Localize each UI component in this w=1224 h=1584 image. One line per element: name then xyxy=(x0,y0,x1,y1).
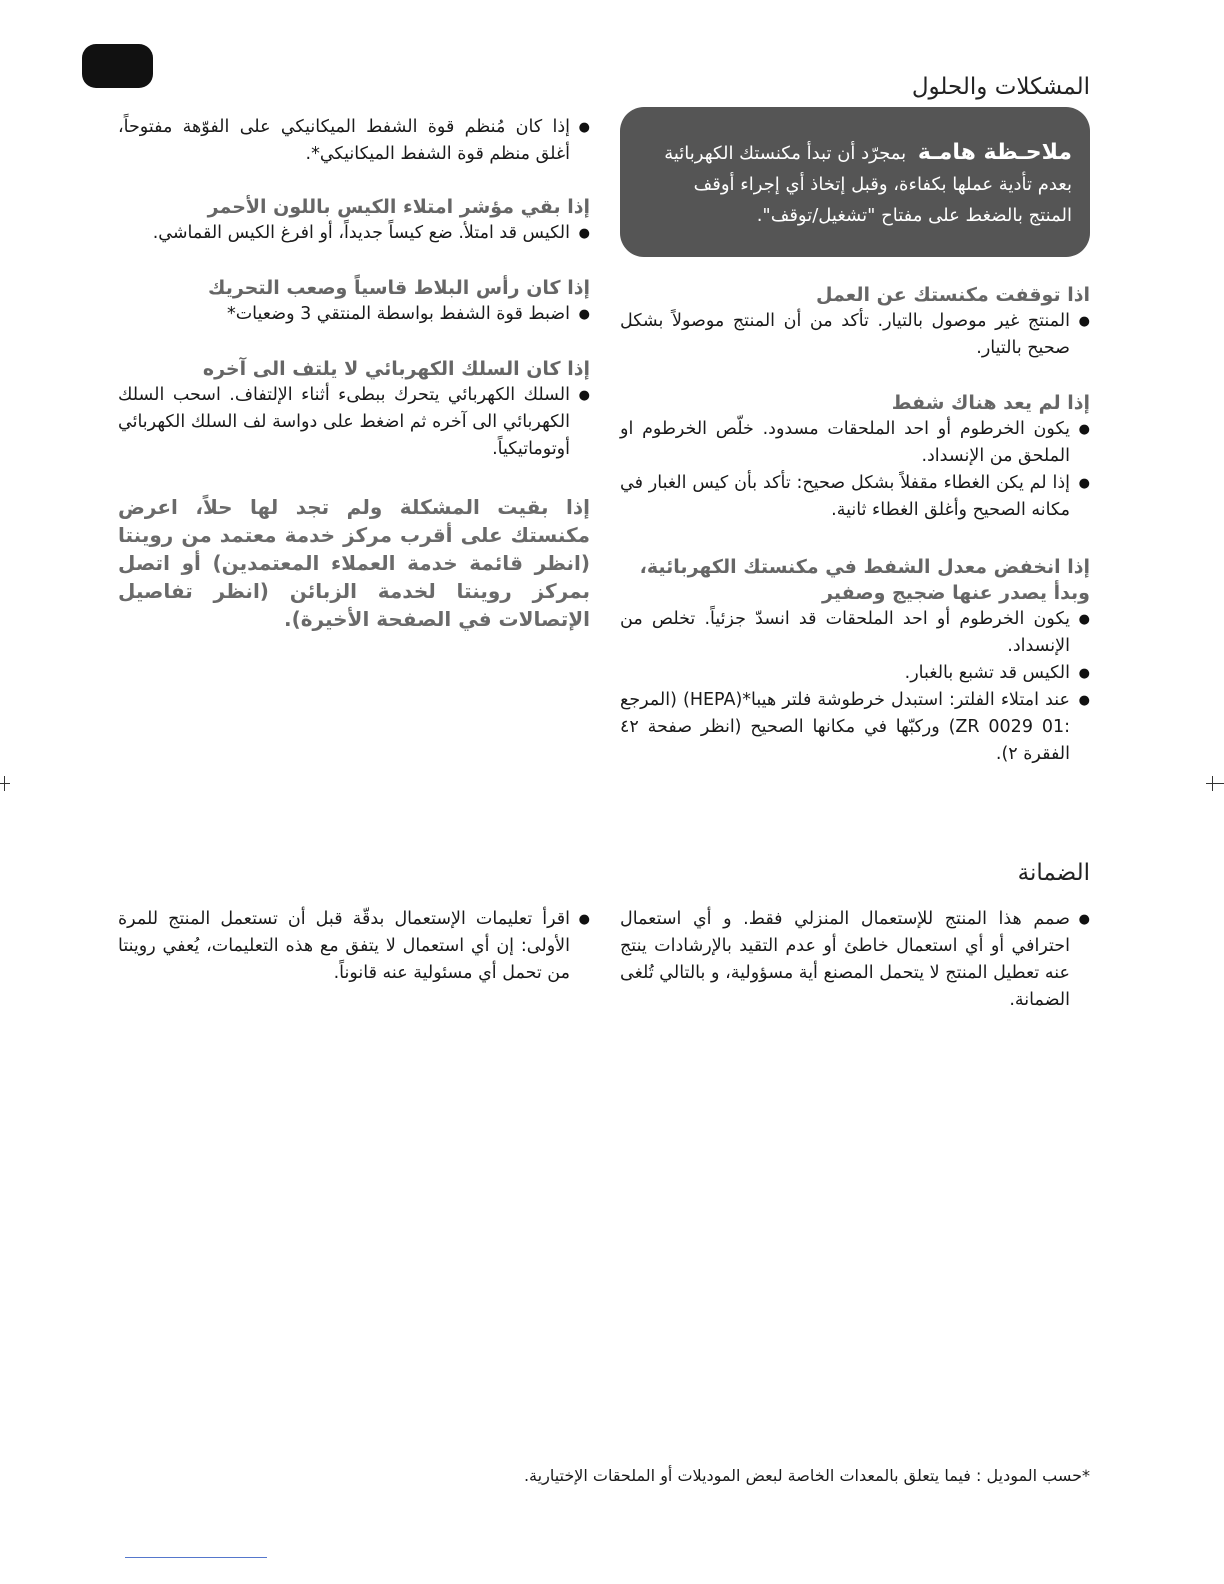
warranty-title: الضمانة xyxy=(1017,860,1090,886)
section-heading: إذا بقي مؤشر امتلاء الكيس باللون الأحمر xyxy=(207,196,590,218)
section-nozzle-regulator xyxy=(118,114,590,168)
section-reduced-suction xyxy=(620,554,1090,768)
section-floor-head xyxy=(118,275,590,328)
list-item: ● الكيس قد امتلأ. ضع كيساً جديداً، أو افرغ الكيس القماشي. xyxy=(118,220,590,247)
section-no-suction xyxy=(620,390,1090,524)
warranty-right xyxy=(620,906,1090,1014)
list-item: ● عند امتلاء الفلتر: استبدل خرطوشة فلتر هيبا*(HEPA) (المرجع :ZR 0029 01) وركبّها في مكانها الصحيح (انظر صفحة ٤٢ الفقرة ٢). xyxy=(620,687,1090,768)
list-item: ● إذا لم يكن الغطاء مقفلاً بشكل صحيح: تأكد بأن كيس الغبار في مكانه الصحيح وأغلق الغطاء ثانية. xyxy=(620,470,1090,524)
right-column xyxy=(620,282,1090,768)
crop-mark-right xyxy=(1206,783,1224,784)
list-item: ● صمم هذا المنتج للإستعمال المنزلي فقط. و أي استعمال احترافي أو أي استعمال خاطئ أو عدم التقيد بالإرشادات ينتج عنه تعطيل المنتج لا يتحمل المصنع أية مسؤولية، و بالتالي تُلغى الضمانة. xyxy=(620,906,1090,1014)
section-heading: إذا لم يعد هناك شفط xyxy=(891,392,1090,414)
list-item: ● إذا كان مُنظم قوة الشفط الميكانيكي على الفوّهة مفتوحاً، أغلق منظم قوة الشفط الميكانيكي*. xyxy=(118,114,590,168)
list-item: ● السلك الكهربائي يتحرك ببطىء أثناء الإلتفاف. اسحب السلك الكهربائي الى آخره ثم اضغط على دواسة لف السلك الكهربائي أوتوماتيكياً. xyxy=(118,382,590,463)
section-heading: إذا كان رأس البلاط قاسياً وصعب التحريك xyxy=(208,277,590,299)
page-number-tab xyxy=(82,44,153,88)
section-heading: إذا كان السلك الكهربائي لا يلتف الى آخره xyxy=(202,358,590,380)
section-bag-indicator xyxy=(118,194,590,247)
list-item: ● الكيس قد تشبع بالغبار. xyxy=(620,660,1090,687)
note-text: بمجرّد أن تبدأ مكنستك الكهربائية بعدم تأدية عملها بكفاءة، وقبل إتخاذ أي إجراء أوقف المنتج بالضغط على مفتاح "تشغيل/توقف". xyxy=(664,143,1072,226)
crop-mark-left xyxy=(0,783,10,784)
list-item: ● المنتج غير موصول بالتيار. تأكد من أن المنتج موصولاً بشكل صحيح بالتيار. xyxy=(620,308,1090,362)
model-footnote: *حسب الموديل : فيما يتعلق بالمعدات الخاصة لبعض الموديلات أو الملحقات الإختيارية. xyxy=(523,1466,1090,1485)
divider xyxy=(125,1557,267,1558)
section-vacuum-stopped xyxy=(620,282,1090,362)
list-item: ● اضبط قوة الشفط بواسطة المنتقي 3 وضعيات* xyxy=(118,301,590,328)
section-cord-rewind xyxy=(118,356,590,463)
warranty-left xyxy=(118,906,590,987)
list-item: ● يكون الخرطوم أو احد الملحقات مسدود. خلّص الخرطوم او الملحق من الإنسداد. xyxy=(620,416,1090,470)
crop-mark-right-v xyxy=(1212,776,1213,791)
list-item: ● يكون الخرطوم أو احد الملحقات قد انسدّ جزئياً. تخلص من الإنسداد. xyxy=(620,606,1090,660)
important-note-box xyxy=(620,107,1090,257)
section-heading: اذا توقفت مكنستك عن العمل xyxy=(815,284,1090,306)
crop-mark-left-v xyxy=(4,776,5,791)
note-label: ملاحـظة هامـة xyxy=(917,140,1072,165)
section-heading: إذا انخفض معدل الشفط في مكنستك الكهربائية، وبدأ يصدر عنها ضجيج وصفير xyxy=(639,556,1090,604)
troubleshooting-title: المشكلات والحلول xyxy=(911,74,1090,100)
closing-service-text: إذا بقيت المشكلة ولم تجد لها حلاً، اعرض مكنستك على أقرب مركز خدمة معتمد من روينتا (انظر قائمة خدمة العملاء المعتمدين) أو اتصل بمركز روينتا لخدمة الزبائن (انظر تفاصيل الإتصالات في الصفحة الأخيرة). xyxy=(118,495,590,631)
left-column xyxy=(118,114,590,633)
list-item: ● اقرأ تعليمات الإستعمال بدقّة قبل أن تستعمل المنتج للمرة الأولى: إن أي استعمال لا يتفق مع هذه التعليمات، يُعفي روينتا من تحمل أي مسئولية عنه قانوناً. xyxy=(118,906,590,987)
